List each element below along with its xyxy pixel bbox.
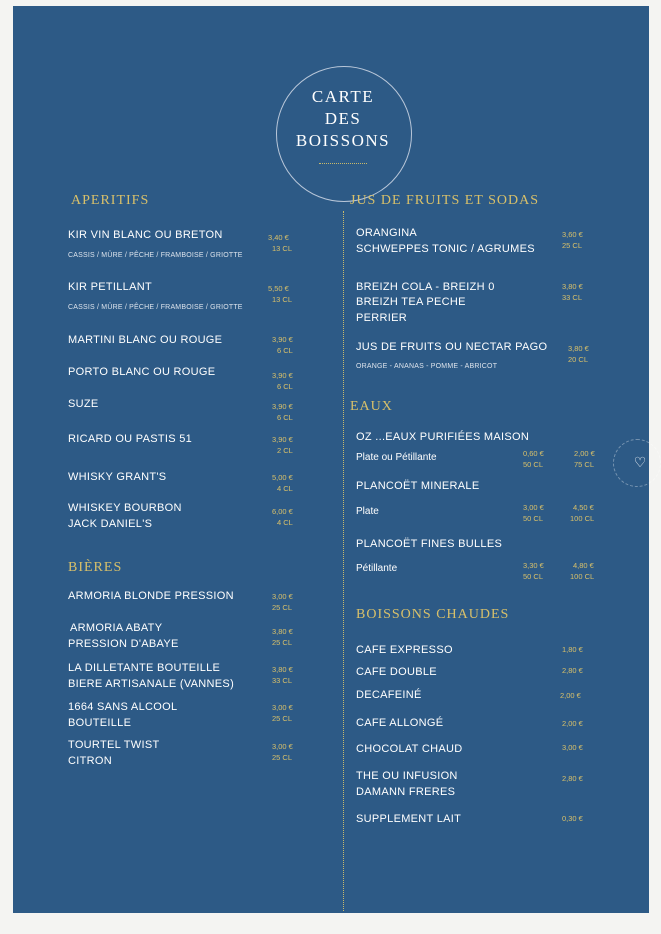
item-name: JUS DE FRUITS OU NECTAR PAGO [356,341,548,353]
item-name: THE OU INFUSION [356,770,458,782]
item-price: 5,00 € [272,473,293,482]
item-price-small: 3,30 € [523,561,544,570]
item-size: 25 CL [272,714,293,723]
item-price: 5,50 € [268,284,289,293]
item-name-line2: JACK DANIEL'S [68,518,153,530]
item-name: WHISKY GRANT'S [68,471,167,483]
item-size: 4 CL [277,518,293,527]
item-name: SUPPLEMENT LAIT [356,813,462,825]
item-size: 2 CL [277,446,293,455]
column-divider [343,211,344,911]
item-size: 6 CL [277,413,293,422]
item-size: 33 CL [562,293,583,302]
item-option: Plate ou Pétillante [356,452,437,463]
item-name: RICARD OU PASTIS 51 [68,433,193,445]
item-name: KIR VIN BLANC OU BRETON [68,229,223,241]
item-price: 3,90 € [272,335,293,344]
item-size: 25 CL [272,603,293,612]
item-name: KIR PETILLANT [68,281,152,293]
section-title-eaux: EAUX [350,399,393,414]
item-price: 2,80 € [562,666,583,675]
item-name-line2: DAMANN FRERES [356,786,456,798]
item-name: TOURTEL TWIST [68,739,160,751]
item-name: CAFE EXPRESSO [356,644,453,656]
item-price-large: 4,80 € [573,561,594,570]
item-name: OZ ...EAUX PURIFIÉES MAISON [356,431,530,443]
item-name: PLANCOËT MINERALE [356,480,480,492]
item-name: CAFE DOUBLE [356,666,437,678]
item-size-large: 100 CL [570,514,595,523]
item-name-line2: BREIZH TEA PECHE [356,296,466,308]
section-title-jus: JUS DE FRUITS ET SODAS [350,193,539,208]
item-name: ORANGINA [356,227,418,239]
title-rule [319,163,367,164]
item-price: 3,00 € [272,592,293,601]
item-size-large: 75 CL [574,460,595,469]
item-detail: CASSIS / MÛRE / PÊCHE / FRAMBOISE / GRIOTTE [68,252,243,259]
item-option: Plate [356,506,379,517]
item-size-large: 100 CL [570,572,595,581]
item-price: 3,90 € [272,402,293,411]
item-price: 3,60 € [562,230,583,239]
item-name: SUZE [68,398,99,410]
item-price: 2,80 € [562,774,583,783]
item-size: 4 CL [277,484,293,493]
item-price: 3,80 € [272,665,293,674]
section-title-bieres: BIÈRES [68,560,123,575]
item-name: PLANCOËT FINES BULLES [356,538,503,550]
item-price: 3,00 € [272,742,293,751]
item-price: 1,80 € [562,645,583,654]
menu-page [13,6,649,913]
item-price: 3,90 € [272,435,293,444]
item-name: CAFE ALLONGÉ [356,717,444,729]
item-price-large: 2,00 € [574,449,595,458]
item-name: LA DILLETANTE BOUTEILLE [68,662,221,674]
item-size: 20 CL [568,355,589,364]
item-name: ARMORIA ABATY [70,622,163,634]
section-title-chaudes: BOISSONS CHAUDES [356,607,510,622]
item-size: 13 CL [272,295,293,304]
item-size-small: 50 CL [523,514,544,523]
item-price: 3,00 € [272,703,293,712]
section-title-aperitifs: APERITIFS [71,193,150,208]
item-price: 3,80 € [568,344,589,353]
item-price: 2,00 € [562,719,583,728]
heart-icon[interactable]: ♡ [633,454,647,470]
item-size: 25 CL [272,638,293,647]
item-name: 1664 SANS ALCOOL [68,701,178,713]
menu-title: CARTE DES BOISSONS [295,87,391,150]
item-name-line2: SCHWEPPES TONIC / AGRUMES [356,243,535,255]
item-price: 6,00 € [272,507,293,516]
item-size: 13 CL [272,244,293,253]
item-size: 33 CL [272,676,293,685]
item-name: ARMORIA BLONDE PRESSION [68,590,234,602]
item-name: PORTO BLANC OU ROUGE [68,366,216,378]
item-name: WHISKEY BOURBON [68,502,182,514]
item-price: 0,30 € [562,814,583,823]
item-name-line2: CITRON [68,755,112,767]
item-size: 6 CL [277,346,293,355]
item-size: 25 CL [562,241,583,250]
item-name: MARTINI BLANC OU ROUGE [68,334,223,346]
item-size-small: 50 CL [523,572,544,581]
item-name-line2: PRESSION D'ABAYE [68,638,179,650]
item-detail: ORANGE - ANANAS - POMME - ABRICOT [356,363,498,370]
item-name-line2: BIERE ARTISANALE (VANNES) [68,678,235,690]
item-price-large: 4,50 € [573,503,594,512]
item-name-line3: PERRIER [356,312,407,324]
item-price: 3,80 € [272,627,293,636]
item-name-line2: BOUTEILLE [68,717,132,729]
item-price: 3,40 € [268,233,289,242]
item-size-small: 50 CL [523,460,544,469]
item-name: BREIZH COLA - BREIZH 0 [356,281,495,293]
item-size: 25 CL [272,753,293,762]
item-price: 3,00 € [562,743,583,752]
item-size: 6 CL [277,382,293,391]
item-option: Pétillante [356,563,398,574]
item-name: DECAFEINÉ [356,689,422,701]
item-name: CHOCOLAT CHAUD [356,743,463,755]
item-detail: CASSIS / MÛRE / PÊCHE / FRAMBOISE / GRIOTTE [68,304,243,311]
item-price: 3,90 € [272,371,293,380]
item-price: 2,00 € [560,691,581,700]
item-price: 3,80 € [562,282,583,291]
item-price-small: 3,00 € [523,503,544,512]
item-price-small: 0,60 € [523,449,544,458]
